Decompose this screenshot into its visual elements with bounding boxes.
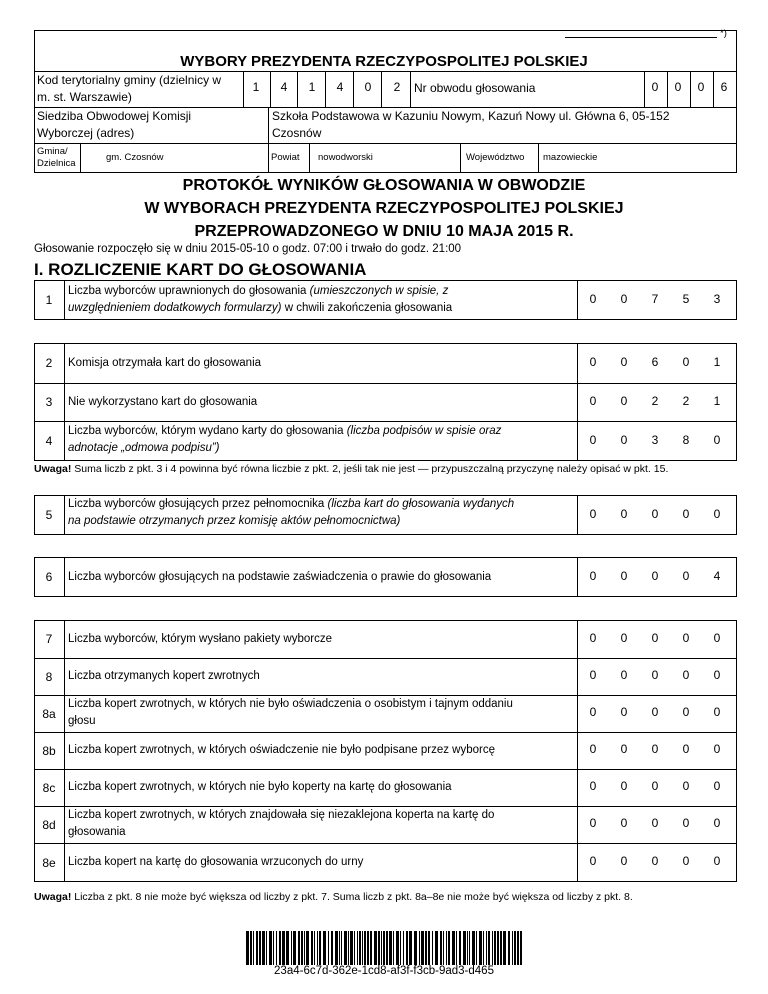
row-text: Liczba kopert na kartę do głosowania wrzuconych do urny — [68, 856, 364, 868]
divider — [64, 495, 65, 535]
row-number: 8a — [42, 706, 56, 721]
barcode-bar — [514, 931, 516, 965]
barcode-bar — [492, 931, 493, 965]
row-digit: 0 — [589, 292, 597, 306]
row-number: 8b — [42, 743, 56, 758]
gmina-label-1: Gmina/ — [37, 146, 68, 157]
row-divider — [34, 732, 737, 733]
barcode-bar — [409, 931, 412, 965]
row-text — [68, 423, 501, 440]
barcode-bar — [393, 931, 394, 965]
note-text: Liczba z pkt. 8 nie może być większa od liczby z pkt. 7. Suma liczb z pkt. 8a–8e nie może być większa od liczby z pkt. 8. — [71, 891, 633, 903]
barcode-bar — [364, 931, 366, 965]
barcode-bar — [403, 931, 404, 965]
barcode-bar — [348, 931, 349, 965]
row-digit: 0 — [620, 292, 628, 306]
siedziba-value-2: Czosnów — [272, 126, 322, 140]
barcode-bar — [486, 931, 487, 965]
barcode-bar — [452, 931, 455, 965]
barcode-bar — [341, 931, 342, 965]
row-text: Komisja otrzymała kart do głosowania — [68, 357, 262, 369]
row-digit: 1 — [713, 394, 721, 408]
gmina-value: gm. Czosnów — [106, 152, 164, 163]
barcode-bar — [273, 931, 274, 965]
barcode-bar — [469, 931, 470, 965]
row-digit: 0 — [682, 816, 690, 830]
row-digit: 0 — [651, 854, 659, 868]
row-digit: 0 — [589, 507, 597, 521]
row-digit: 0 — [620, 631, 628, 645]
row-number: 8d — [42, 817, 56, 832]
siedziba-label-1: Siedziba Obwodowej Komisji — [37, 109, 192, 123]
barcode-bar — [476, 931, 477, 965]
barcode-bar — [517, 931, 519, 965]
row-digit: 0 — [651, 507, 659, 521]
footnote-mark: *) — [720, 28, 727, 39]
row-digit: 3 — [713, 292, 721, 306]
barcode-bar — [497, 931, 499, 965]
row-digit: 0 — [651, 816, 659, 830]
kod-digit: 1 — [308, 80, 316, 94]
election-title: WYBORY PREZYDENTA RZECZYPOSPOLITEJ POLSKIEJ — [180, 53, 588, 70]
row-digit: 6 — [651, 355, 659, 369]
barcode-bar — [456, 931, 457, 965]
row-digit: 7 — [651, 292, 659, 306]
row-digit: 0 — [713, 742, 721, 756]
row-digit: 0 — [713, 854, 721, 868]
row-text-part: w chwili zakończenia głosowania — [281, 302, 453, 314]
barcode-bar — [448, 931, 450, 965]
divider — [243, 71, 244, 107]
barcode-bar — [459, 931, 461, 965]
barcode-bar — [279, 931, 281, 965]
row-digit: 0 — [620, 433, 628, 447]
kod-label-2: m. st. Warszawie) — [37, 90, 132, 104]
row-text-italic: (umieszczonych w spisie, z — [309, 285, 449, 297]
row-text-part: Liczba wyborców, którym wydano karty do głosowania — [68, 425, 347, 437]
row-digit: 0 — [713, 433, 721, 447]
row-digit: 0 — [713, 705, 721, 719]
divider — [381, 71, 382, 107]
divider — [64, 557, 65, 597]
row-digit: 0 — [682, 742, 690, 756]
powiat-value: nowodworski — [318, 152, 373, 163]
row-text — [68, 283, 448, 300]
kod-digit: 4 — [336, 80, 344, 94]
divider — [538, 143, 539, 173]
barcode-bar — [386, 931, 388, 965]
row-digit: 0 — [651, 631, 659, 645]
row-text-part: Liczba wyborców głosujących przez pełnomocnika — [68, 498, 328, 510]
barcode-bar — [293, 931, 296, 965]
barcode-bar — [488, 931, 490, 965]
divider — [64, 343, 65, 461]
obwod-digit: 0 — [651, 80, 659, 94]
row-digit: 0 — [682, 569, 690, 583]
barcode-bar — [389, 931, 392, 965]
row-digit: 0 — [589, 816, 597, 830]
divider — [270, 71, 271, 107]
row-text: Liczba kopert zwrotnych, w których znajdowała się niezaklejona koperta na kartę do — [68, 809, 495, 821]
row-digit: 0 — [713, 507, 721, 521]
note-1 — [34, 462, 744, 477]
section-title: I. ROZLICZENIE KART DO GŁOSOWANIA — [34, 260, 367, 279]
barcode-bar — [359, 931, 361, 965]
barcode-bar — [354, 931, 355, 965]
row-text — [68, 496, 514, 513]
barcode-bar — [350, 931, 353, 965]
row-digit: 0 — [682, 779, 690, 793]
row-number: 8c — [42, 780, 56, 795]
note-2 — [34, 890, 754, 905]
row-digit: 0 — [651, 779, 659, 793]
row-number: 3 — [45, 395, 53, 409]
row-digit: 2 — [682, 394, 690, 408]
wojewodztwo-value: mazowieckie — [543, 152, 598, 163]
barcode-bar — [323, 931, 326, 965]
row-digit: 0 — [620, 569, 628, 583]
row-digit: 0 — [620, 394, 628, 408]
row-digit: 0 — [651, 668, 659, 682]
row-digit: 0 — [682, 705, 690, 719]
barcode-bar — [463, 931, 466, 965]
row-text: Liczba wyborców głosujących na podstawie zaświadczenia o prawie do głosowania — [68, 571, 492, 583]
row-digit: 0 — [620, 705, 628, 719]
barcode-bar — [259, 931, 261, 965]
row-digit: 0 — [651, 569, 659, 583]
barcode-bar — [483, 931, 484, 965]
barcode-bar — [298, 931, 300, 965]
barcode-bar — [253, 931, 254, 965]
barcode-bar — [443, 931, 444, 965]
kod-digit: 1 — [252, 80, 260, 94]
row-text-italic: adnotacje „odmowa podpisu”) — [68, 442, 220, 454]
row-number: 8e — [42, 855, 56, 870]
header-line — [34, 143, 737, 144]
barcode-bar — [494, 931, 496, 965]
row-divider — [34, 658, 737, 659]
row-divider — [34, 383, 737, 384]
barcode-bar — [414, 931, 417, 965]
barcode-bar — [406, 931, 408, 965]
row-digit: 8 — [682, 433, 690, 447]
divider — [577, 280, 578, 320]
row-text: Liczba kopert zwrotnych, w których oświadczenie nie było podpisane przez wyborcę — [68, 744, 495, 756]
row-digit: 0 — [651, 742, 659, 756]
barcode-bar — [339, 931, 340, 965]
row-number: 2 — [45, 356, 53, 370]
divider — [64, 280, 65, 320]
row-digit: 0 — [589, 742, 597, 756]
divider — [410, 71, 411, 107]
barcode-bar — [250, 931, 252, 965]
row-text: głosowania — [68, 826, 126, 838]
barcode-bar — [370, 931, 372, 965]
barcode-bar — [419, 931, 420, 965]
row-text: Nie wykorzystano kart do głosowania — [68, 396, 258, 408]
powiat-label: Powiat — [271, 152, 300, 163]
row-text-part: Liczba wyborców uprawnionych do głosowania — [68, 285, 310, 297]
row-digit: 0 — [589, 779, 597, 793]
voting-time: Głosowanie rozpoczęło się w dniu 2015-05-10 o godz. 07:00 i trwało do godz. 21:00 — [34, 243, 462, 255]
barcode-bar — [291, 931, 292, 965]
row-digit: 0 — [713, 668, 721, 682]
protocol-title-line2: W WYBORACH PREZYDENTA RZECZYPOSPOLITEJ POLSKIEJ — [144, 200, 624, 217]
row-digit: 0 — [682, 668, 690, 682]
barcode-bar — [378, 931, 380, 965]
row-number: 8 — [45, 669, 53, 684]
divider — [325, 71, 326, 107]
barcode-bar — [282, 931, 285, 965]
barcode-bar — [446, 931, 447, 965]
row-digit: 0 — [589, 433, 597, 447]
row-digit: 0 — [589, 668, 597, 682]
obwod-digit: 0 — [697, 80, 705, 94]
row-divider — [34, 843, 737, 844]
barcode — [246, 931, 522, 965]
row-text: Liczba wyborców, którym wysłano pakiety wyborcze — [68, 633, 332, 645]
row-digit: 2 — [651, 394, 659, 408]
note-bold: Uwaga! — [34, 891, 72, 903]
row-text: Liczba otrzymanych kopert zwrotnych — [68, 670, 260, 682]
row-digit: 0 — [713, 779, 721, 793]
row-number: 1 — [45, 293, 53, 307]
barcode-bar — [256, 931, 258, 965]
barcode-bar — [508, 931, 510, 965]
divider — [309, 143, 310, 173]
barcode-bar — [479, 931, 482, 965]
divider — [64, 620, 65, 882]
obwod-digit: 0 — [674, 80, 682, 94]
row-divider — [34, 769, 737, 770]
row-number: 4 — [45, 434, 53, 448]
barcode-bar — [381, 931, 382, 965]
divider — [80, 143, 81, 173]
barcode-bar — [301, 931, 303, 965]
barcode-bar — [328, 931, 329, 965]
row-text-italic: uwzględnieniem dodatkowych formularzy) — [68, 302, 282, 314]
row-digit: 1 — [713, 355, 721, 369]
kod-label-1: Kod terytorialny gminy (dzielnicy w — [37, 73, 222, 87]
barcode-bar — [428, 931, 430, 965]
row-digit: 0 — [682, 854, 690, 868]
barcode-bar — [396, 931, 399, 965]
row-digit: 4 — [713, 569, 721, 583]
divider — [577, 557, 578, 597]
barcode-bar — [317, 931, 318, 965]
barcode-bar — [425, 931, 427, 965]
barcode-bar — [421, 931, 424, 965]
barcode-bar — [286, 931, 289, 965]
barcode-bar — [335, 931, 338, 965]
barcode-bar — [383, 931, 385, 965]
row-digit: 0 — [620, 355, 628, 369]
gmina-label-2: Dzielnica — [37, 158, 76, 169]
row-text — [68, 300, 452, 317]
kod-digit: 4 — [280, 80, 288, 94]
barcode-bar — [440, 931, 442, 965]
barcode-bar — [276, 931, 277, 965]
row-digit: 0 — [651, 705, 659, 719]
barcode-bar — [311, 931, 313, 965]
kod-digit: 0 — [364, 80, 372, 94]
row-digit: 0 — [713, 816, 721, 830]
row-digit: 3 — [651, 433, 659, 447]
barcode-bar — [331, 931, 333, 965]
row-digit: 0 — [713, 631, 721, 645]
row-text: Liczba kopert zwrotnych, w których nie było oświadczenia o osobistym i tajnym oddaniu — [68, 698, 513, 710]
note-bold: Uwaga! — [34, 463, 72, 475]
protocol-title-line1: PROTOKÓŁ WYNIKÓW GŁOSOWANIA W OBWODZIE — [182, 177, 586, 194]
row-text-italic: (liczba kart do głosowania wydanych — [327, 498, 515, 510]
siedziba-label-2: Wyborczej (adres) — [37, 126, 135, 140]
row-text-italic: (liczba podpisów w spisie oraz — [346, 425, 502, 437]
row-digit: 0 — [589, 355, 597, 369]
row-digit: 0 — [620, 816, 628, 830]
obwod-digit: 6 — [720, 80, 728, 94]
row-number: 5 — [45, 508, 53, 522]
row-digit: 5 — [682, 292, 690, 306]
barcode-bar — [246, 931, 249, 965]
barcode-bar — [367, 931, 369, 965]
row-digit: 0 — [682, 631, 690, 645]
barcode-bar — [400, 931, 401, 965]
barcode-bar — [262, 931, 265, 965]
row-divider — [34, 421, 737, 422]
row-digit: 0 — [620, 668, 628, 682]
barcode-bar — [266, 931, 267, 965]
barcode-bar — [432, 931, 433, 965]
wojewodztwo-label: Województwo — [466, 152, 525, 163]
row-text: Liczba kopert zwrotnych, w których nie było koperty na kartę do głosowania — [68, 781, 452, 793]
row-digit: 0 — [620, 742, 628, 756]
divider — [460, 143, 461, 173]
row-digit: 0 — [620, 507, 628, 521]
divider — [353, 71, 354, 107]
divider — [577, 495, 578, 535]
barcode-bar — [304, 931, 305, 965]
barcode-bar — [435, 931, 438, 965]
row-digit: 0 — [589, 394, 597, 408]
barcode-bar — [344, 931, 347, 965]
barcode-bar — [520, 931, 522, 965]
divider — [577, 620, 578, 882]
row-number: 6 — [45, 570, 53, 584]
barcode-bar — [503, 931, 506, 965]
row-digit: 0 — [589, 705, 597, 719]
row-text: głosu — [68, 715, 96, 727]
barcode-bar — [269, 931, 272, 965]
barcode-bar — [472, 931, 475, 965]
row-number: 7 — [45, 632, 53, 646]
row-digit: 0 — [620, 779, 628, 793]
row-digit: 0 — [682, 507, 690, 521]
divider — [268, 107, 269, 173]
barcode-bar — [319, 931, 321, 965]
barcode-bar — [357, 931, 358, 965]
divider — [297, 71, 298, 107]
barcode-bar — [314, 931, 315, 965]
barcode-bar — [500, 931, 502, 965]
barcode-bar — [512, 931, 513, 965]
obwod-label: Nr obwodu głosowania — [414, 81, 536, 95]
barcode-bar — [362, 931, 363, 965]
kod-digit: 2 — [393, 80, 401, 94]
row-digit: 0 — [589, 569, 597, 583]
note-text: Suma liczb z pkt. 3 i 4 powinna być równa liczbie z pkt. 2, jeśli tak nie jest — przypuszczalną przyczynę należy opisać w pkt. 15. — [71, 463, 669, 475]
siedziba-value-1: Szkoła Podstawowa w Kazuniu Nowym, Kazuń Nowy ul. Główna 6, 05-152 — [272, 109, 670, 123]
row-digit: 0 — [620, 854, 628, 868]
barcode-bar — [467, 931, 468, 965]
barcode-text: 23a4-6c7d-362e-1cd8-af3f-f3cb-9ad3-d465 — [274, 965, 494, 977]
barcode-bar — [374, 931, 377, 965]
barcode-bar — [306, 931, 309, 965]
row-digit: 0 — [589, 631, 597, 645]
row-digit: 0 — [589, 854, 597, 868]
row-text-italic: na podstawie otrzymanych przez komisję aktów pełnomocnictwa) — [68, 515, 401, 527]
divider — [577, 343, 578, 461]
row-digit: 0 — [682, 355, 690, 369]
protocol-title-line3: PRZEPROWADZONEGO W DNIU 10 MAJA 2015 R. — [194, 223, 574, 240]
